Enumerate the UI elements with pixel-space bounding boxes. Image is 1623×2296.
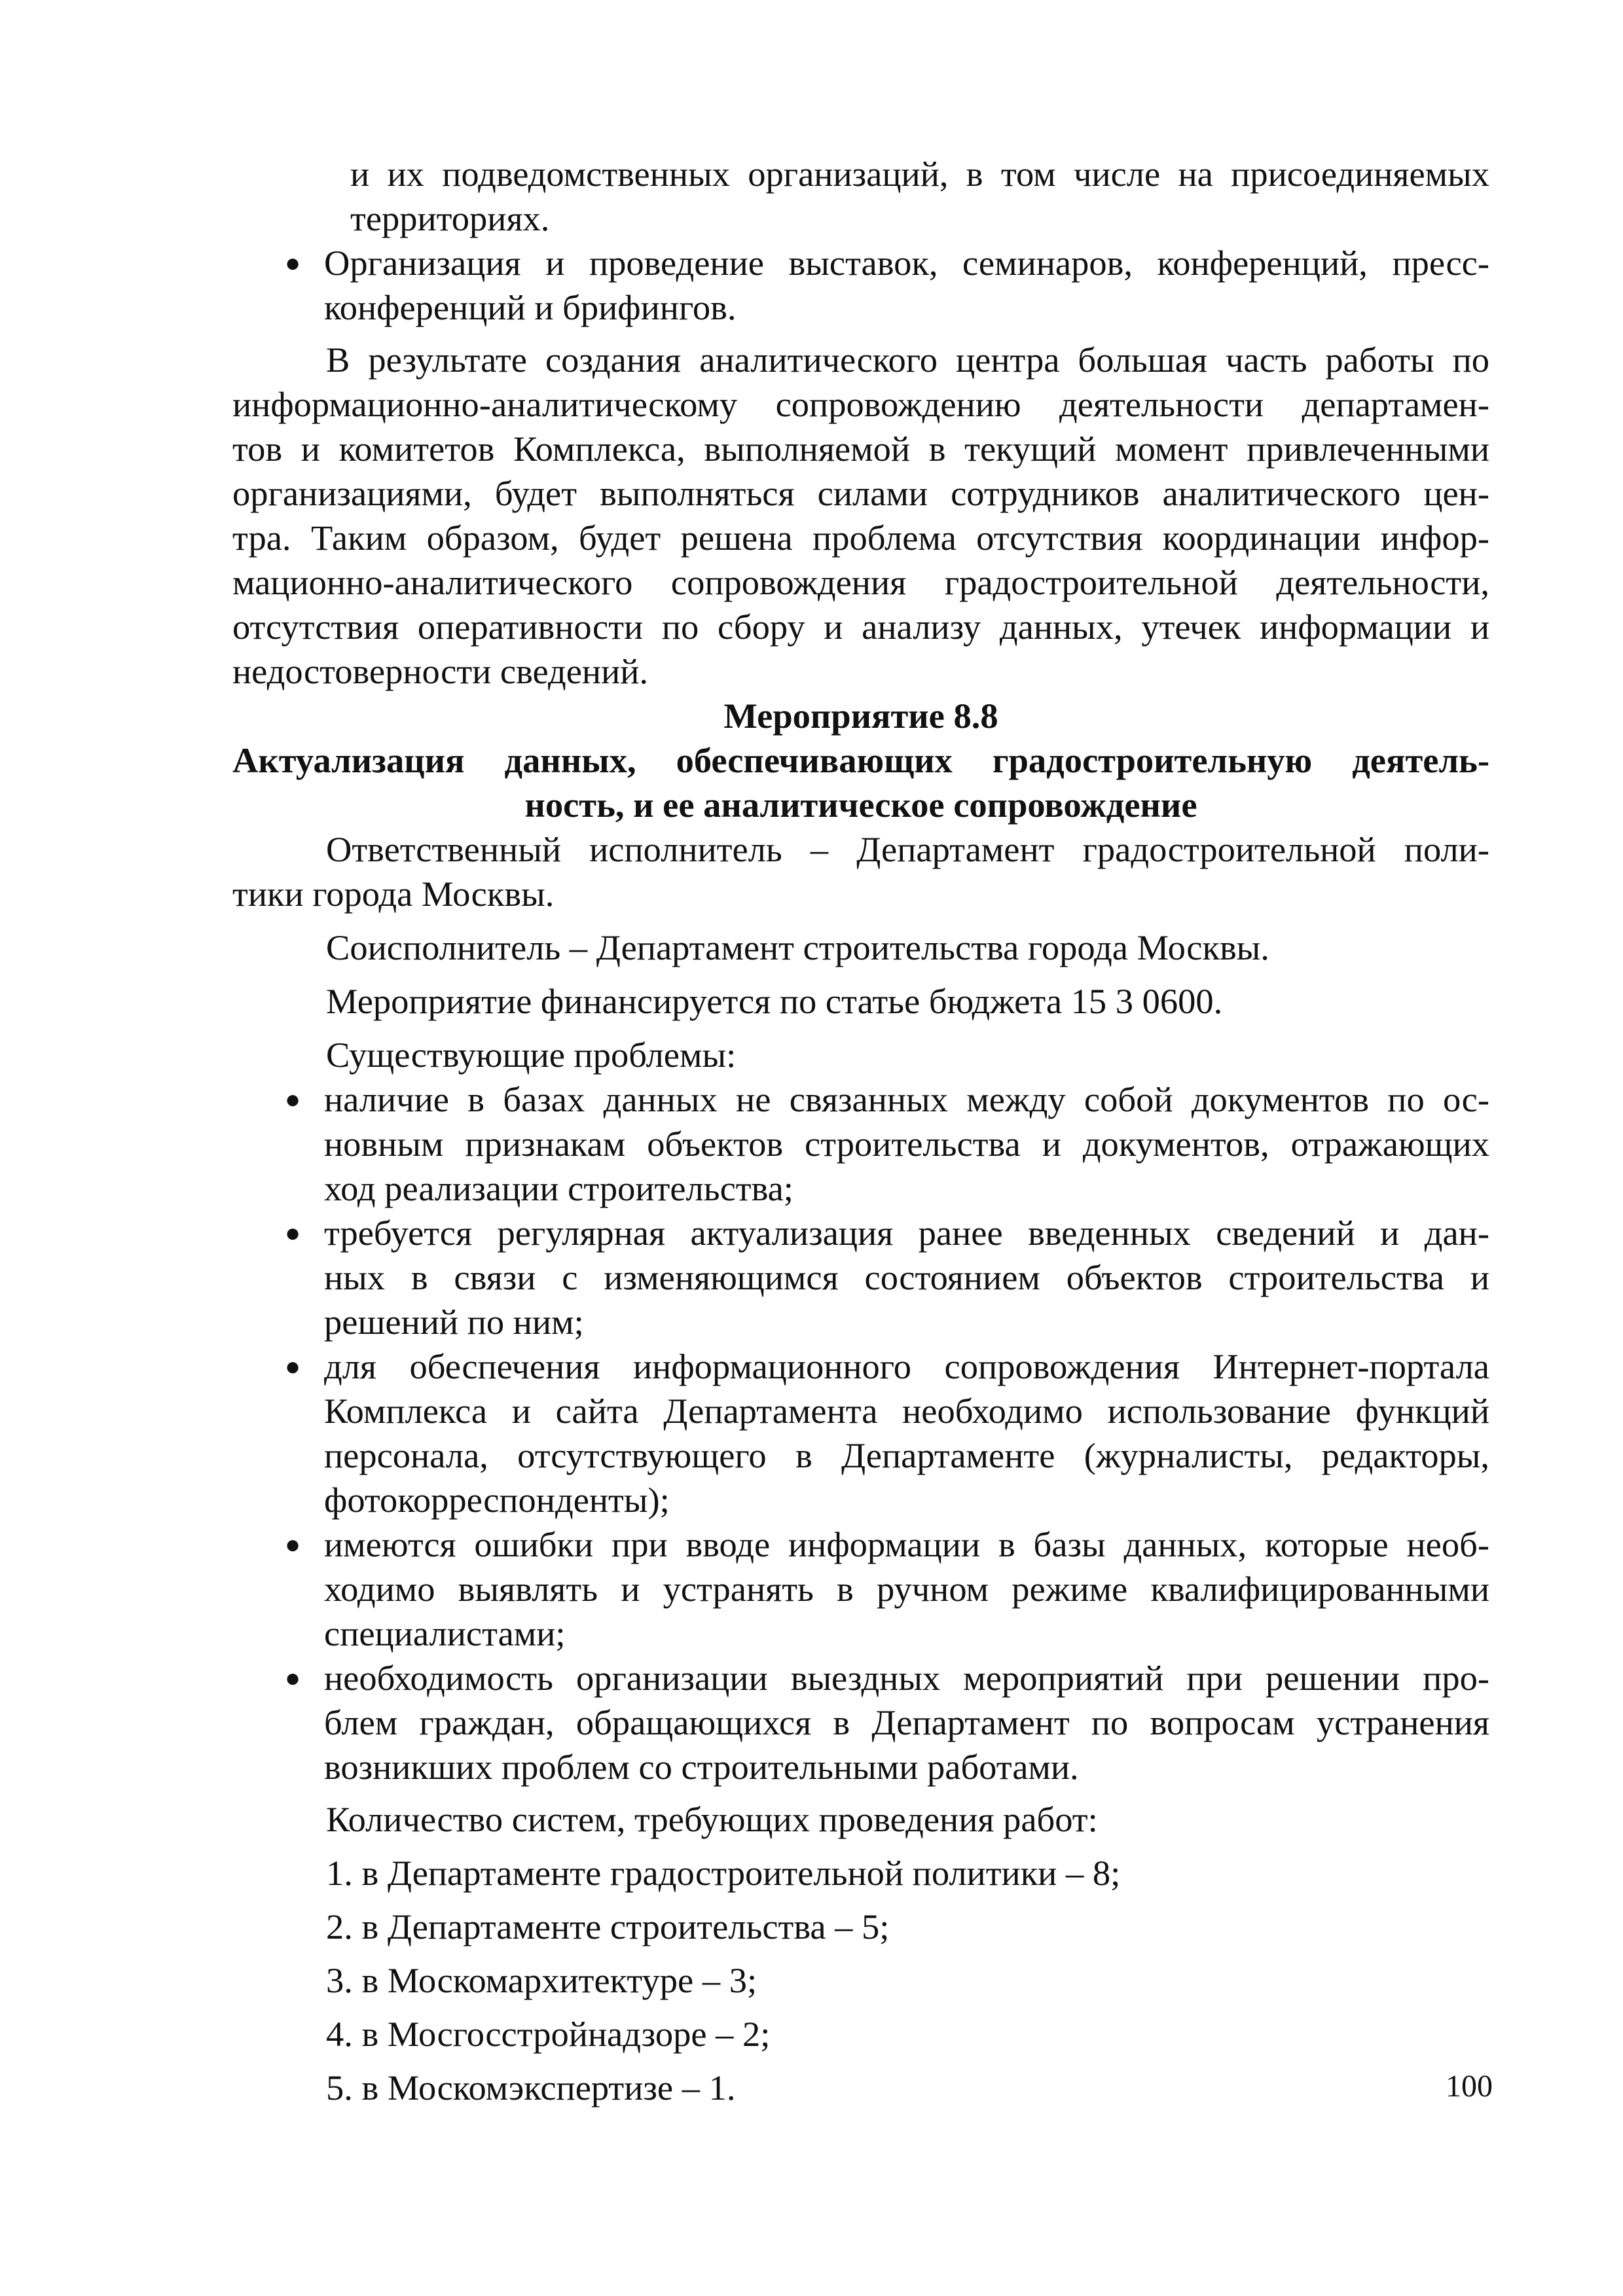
text-line: отсутствия оперативности по сбору и анализу данных, утечек информации и — [232, 607, 1489, 647]
list-item — [232, 1344, 1489, 1522]
systems-list — [232, 1851, 1489, 2110]
bullet-dot-icon: ● — [285, 1085, 301, 1114]
list-item — [232, 1077, 1489, 1211]
text-line: конференций и брифингов. — [324, 287, 737, 327]
list-item — [232, 241, 1489, 330]
text-line: решений по ним; — [324, 1302, 584, 1342]
bullet-dot-icon: ● — [285, 1663, 301, 1693]
text-line: имеются ошибки при вводе информации в базы данных, которые необ- — [324, 1524, 1489, 1564]
heading-number: Мероприятие 8.8 — [723, 696, 998, 736]
text-line: для обеспечения информационного сопровождения Интернет-портала — [324, 1346, 1489, 1386]
problems-label — [232, 1033, 1489, 1077]
text-line: персонала, отсутствующего в Департаменте (журналисты, редакторы, — [324, 1435, 1489, 1475]
text-line: Количество систем, требующих проведения работ: — [326, 1799, 1098, 1839]
problems-list — [232, 1077, 1489, 1789]
text-line: требуется регулярная актуализация ранее введенных сведений и дан- — [324, 1213, 1489, 1253]
list-item: 3. в Москомархитектуре – 3; — [326, 1960, 757, 2000]
text-line: возникших проблем со строительными работами. — [324, 1747, 1079, 1787]
list-item: 1. в Департаменте градостроительной политики – 8; — [326, 1853, 1121, 1893]
text-line: тра. Таким образом, будет решена проблема отсутствия координации инфор- — [232, 518, 1489, 558]
text-line: ход реализации строительства; — [324, 1168, 793, 1208]
text-line: Соисполнитель – Департамент строительства города Москвы. — [326, 927, 1269, 967]
heading-title-line: Актуализация данных, обеспечивающих градостроительную деятель- — [232, 740, 1489, 780]
bullet-dot-icon: ● — [285, 1352, 301, 1381]
top-bullet-list — [232, 241, 1489, 330]
text-line: территориях. — [350, 198, 550, 238]
list-item — [232, 1656, 1489, 1789]
text-line: наличие в базах данных не связанных между собой документов по ос- — [324, 1079, 1489, 1119]
systems-label — [232, 1797, 1489, 1842]
bullet-dot-icon: ● — [285, 1530, 301, 1559]
page-number: 100 — [1446, 2069, 1493, 2104]
heading-title-line: ность, и ее аналитическое сопровождение — [524, 785, 1197, 825]
paragraph-responsible — [232, 827, 1489, 916]
text-line: мационно-аналитического сопровождения градостроительной деятельности, — [232, 562, 1489, 602]
list-item — [232, 1522, 1489, 1656]
page-content — [232, 152, 1489, 2110]
list-item — [232, 1211, 1489, 1344]
text-line: Ответственный исполнитель – Департамент градостроительной поли- — [326, 829, 1489, 869]
text-line: Комплекса и сайта Департамента необходимо использование функций — [324, 1391, 1489, 1431]
text-line: фотокорреспонденты); — [324, 1480, 670, 1520]
text-line: необходимость организации выездных мероприятий при решении про- — [324, 1658, 1489, 1698]
text-line: тов и комитетов Комплекса, выполняемой в текущий момент привлеченными — [232, 429, 1489, 469]
text-line: недостоверности сведений. — [232, 651, 649, 691]
text-line: блем граждан, обращающихся в Департамент по вопросам устранения — [324, 1702, 1489, 1742]
text-line: тики города Москвы. — [232, 874, 555, 914]
list-item: 4. в Мосгосстройнадзоре – 2; — [326, 2014, 771, 2054]
text-line: В результате создания аналитического центра большая часть работы по — [326, 340, 1489, 380]
bullet-dot-icon: ● — [285, 248, 301, 278]
text-line: Существующие проблемы: — [326, 1035, 737, 1075]
text-line: специалистами; — [324, 1613, 566, 1653]
text-line: ходимо выявлять и устранять в ручном режиме квалифицированными — [324, 1569, 1489, 1609]
section-heading — [232, 694, 1489, 827]
text-line: новным признакам объектов строительства и документов, отражающих — [324, 1124, 1489, 1164]
text-line: ных в связи с изменяющимся состоянием объектов строительства и — [324, 1257, 1489, 1297]
text-line: Организация и проведение выставок, семинаров, конференций, пресс- — [324, 243, 1489, 283]
text-line: и их подведомственных организаций, в том числе на присоединяемых — [350, 154, 1489, 194]
continuation-item — [232, 152, 1489, 241]
list-item: 2. в Департаменте строительства – 5; — [326, 1907, 890, 1946]
paragraph-co-executor — [232, 925, 1489, 970]
text-line: информационно-аналитическому сопровождению деятельности департамен- — [232, 384, 1489, 424]
list-item: 5. в Москомэкспертизе – 1. — [326, 2068, 736, 2108]
text-line: Мероприятие финансируется по статье бюджета 15 3 0600. — [326, 981, 1223, 1021]
bullet-dot-icon: ● — [285, 1218, 301, 1247]
text-line: организациями, будет выполняться силами сотрудников аналитического цен- — [232, 473, 1489, 513]
paragraph-analytic-center — [232, 338, 1489, 694]
paragraph-financing — [232, 979, 1489, 1024]
